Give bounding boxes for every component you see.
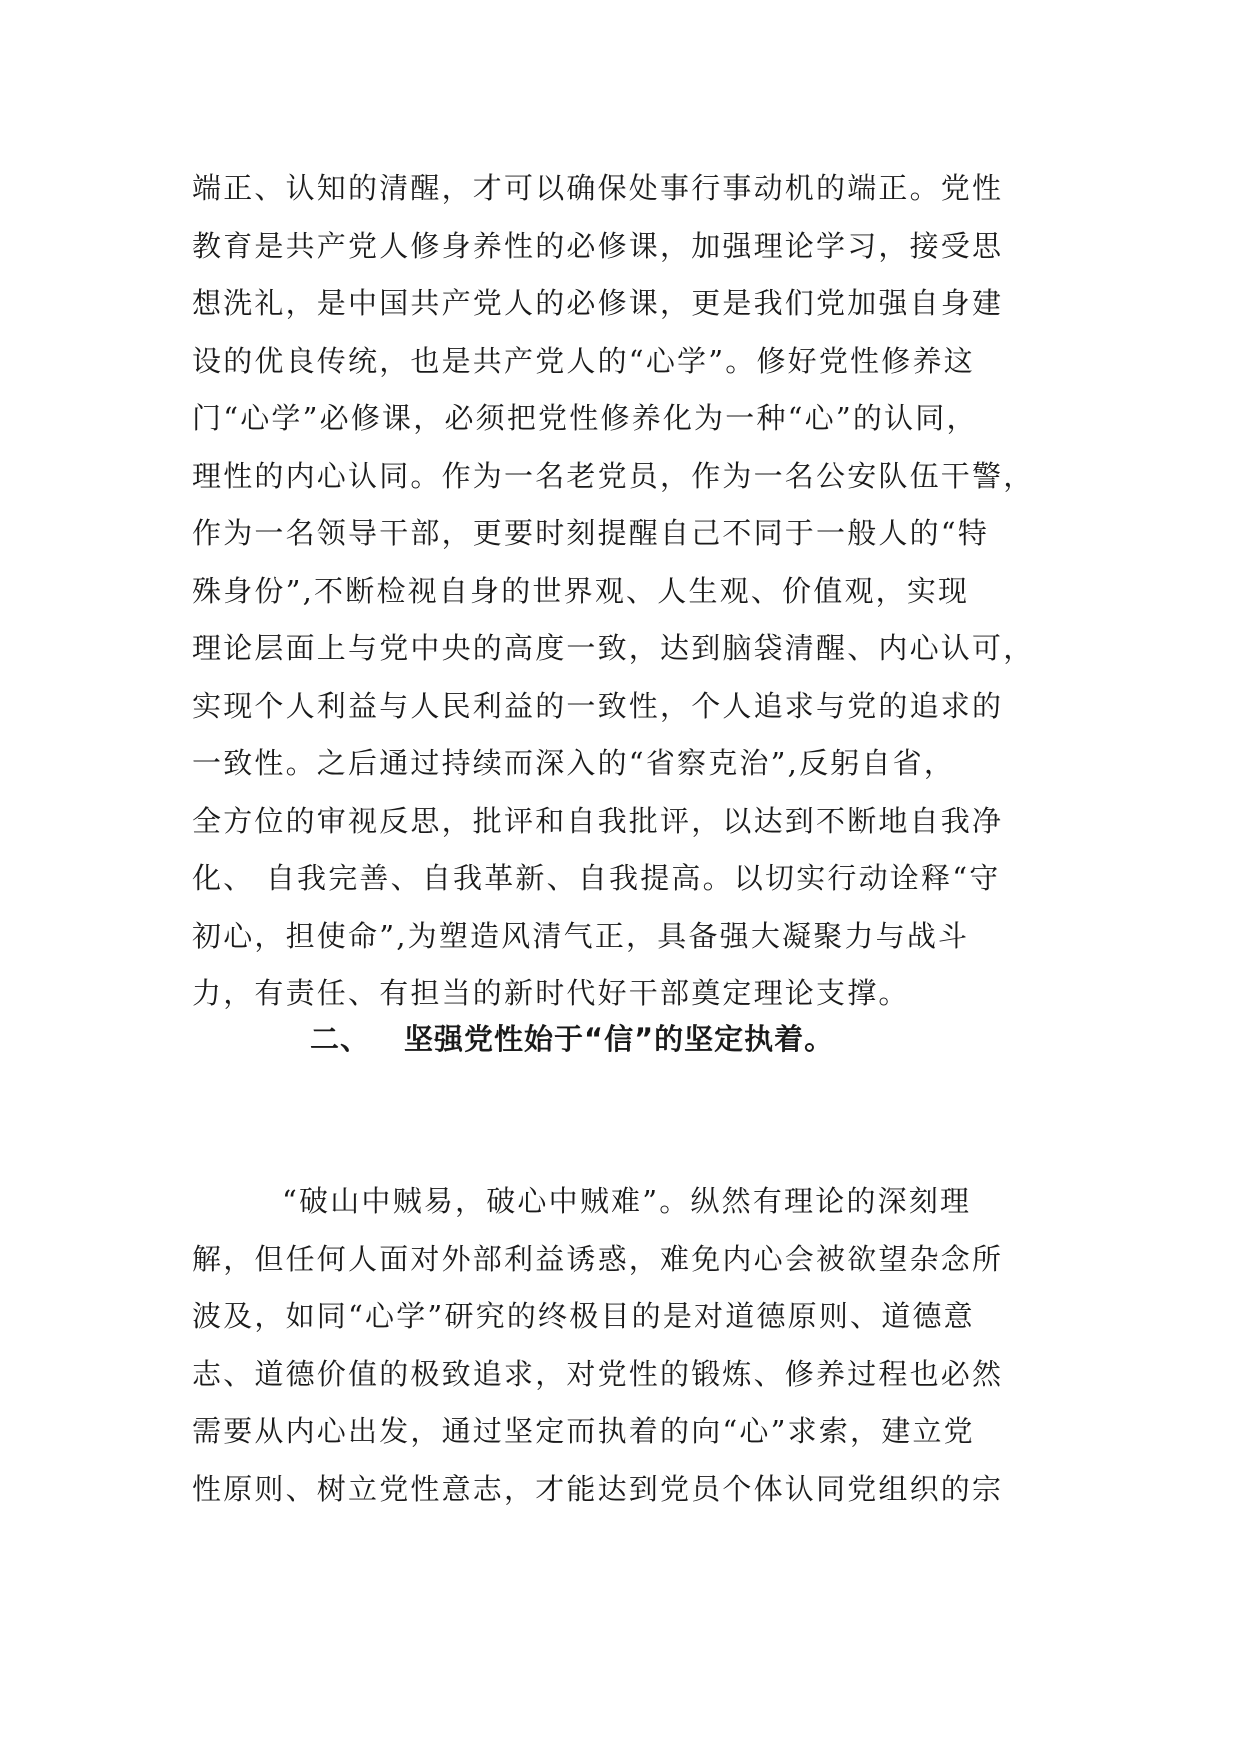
paragraph-line: 殊身份”,不断检视自身的世界观、人生观、价值观，实现	[192, 573, 970, 608]
section-title: 坚强党性始于“信”的坚定执着。	[404, 1022, 835, 1056]
paragraph-line: 一致性。之后通过持续而深入的“省察克治”,反躬自省，	[192, 746, 956, 780]
section-heading	[310, 1011, 834, 1068]
paragraph-line: 理论层面上与党中央的高度一致，达到脑袋清醒、内心认可，	[192, 631, 1035, 665]
paragraph-line: 需要从内心出发，通过坚定而执着的向“心”求索，建立党	[192, 1414, 975, 1448]
paragraph-line: 性原则、树立党性意志，才能达到党员个体认同党组织的宗	[192, 1471, 1004, 1506]
paragraph-line: 志、道德价值的极致追求，对党性的锻炼、修养过程也必然	[192, 1356, 1004, 1391]
paragraph-line: 化、 自我完善、自我革新、自我提高。以切实行动诠释“守	[192, 861, 1001, 895]
paragraph-line: 端正、认知的清醒，才可以确保处事行事动机的端正。党性	[192, 171, 1004, 205]
paragraph-line: 实现个人利益与人民利益的一致性，个人追求与党的追求的	[192, 688, 1004, 723]
paragraph-line: 解，但任何人面对外部利益诱惑，难免内心会被欲望杂念所	[192, 1241, 1004, 1276]
paragraph-line: 作为一名领导干部，更要时刻提醒自己不同于一般人的“特	[192, 516, 990, 550]
body-paragraph-2	[192, 1173, 1052, 1518]
paragraph-line: 想洗礼，是中国共产党人的必修课，更是我们党加强自身建	[192, 286, 1004, 320]
paragraph-line: 力，有责任、有担当的新时代好干部奠定理论支撑。	[192, 976, 910, 1010]
paragraph-line: 设的优良传统，也是共产党人的“心学”。修好党性修养这	[192, 343, 975, 378]
section-number: 二、	[310, 1022, 371, 1056]
paragraph-line: 波及，如同“心学”研究的终极目的是对道德原则、道德意	[192, 1299, 975, 1333]
paragraph-line: 初心，担使命”,为塑造风清气正，具备强大凝聚力与战斗	[192, 918, 970, 953]
paragraph-line: 理性的内心认同。作为一名老党员，作为一名公安队伍干警，	[192, 458, 1035, 493]
paragraph-line: 教育是共产党人修身养性的必修课，加强理论学习，接受思	[192, 228, 1004, 263]
paragraph-line: “破山中贼易，破心中贼难”。纵然有理论的深刻理	[282, 1184, 972, 1218]
body-paragraph-1	[192, 160, 1052, 1023]
paragraph-line: 门“心学”必修课，必须把党性修养化为一种“心”的认同，	[192, 401, 978, 435]
paragraph-line: 全方位的审视反思，批评和自我批评，以达到不断地自我净	[192, 803, 1004, 838]
